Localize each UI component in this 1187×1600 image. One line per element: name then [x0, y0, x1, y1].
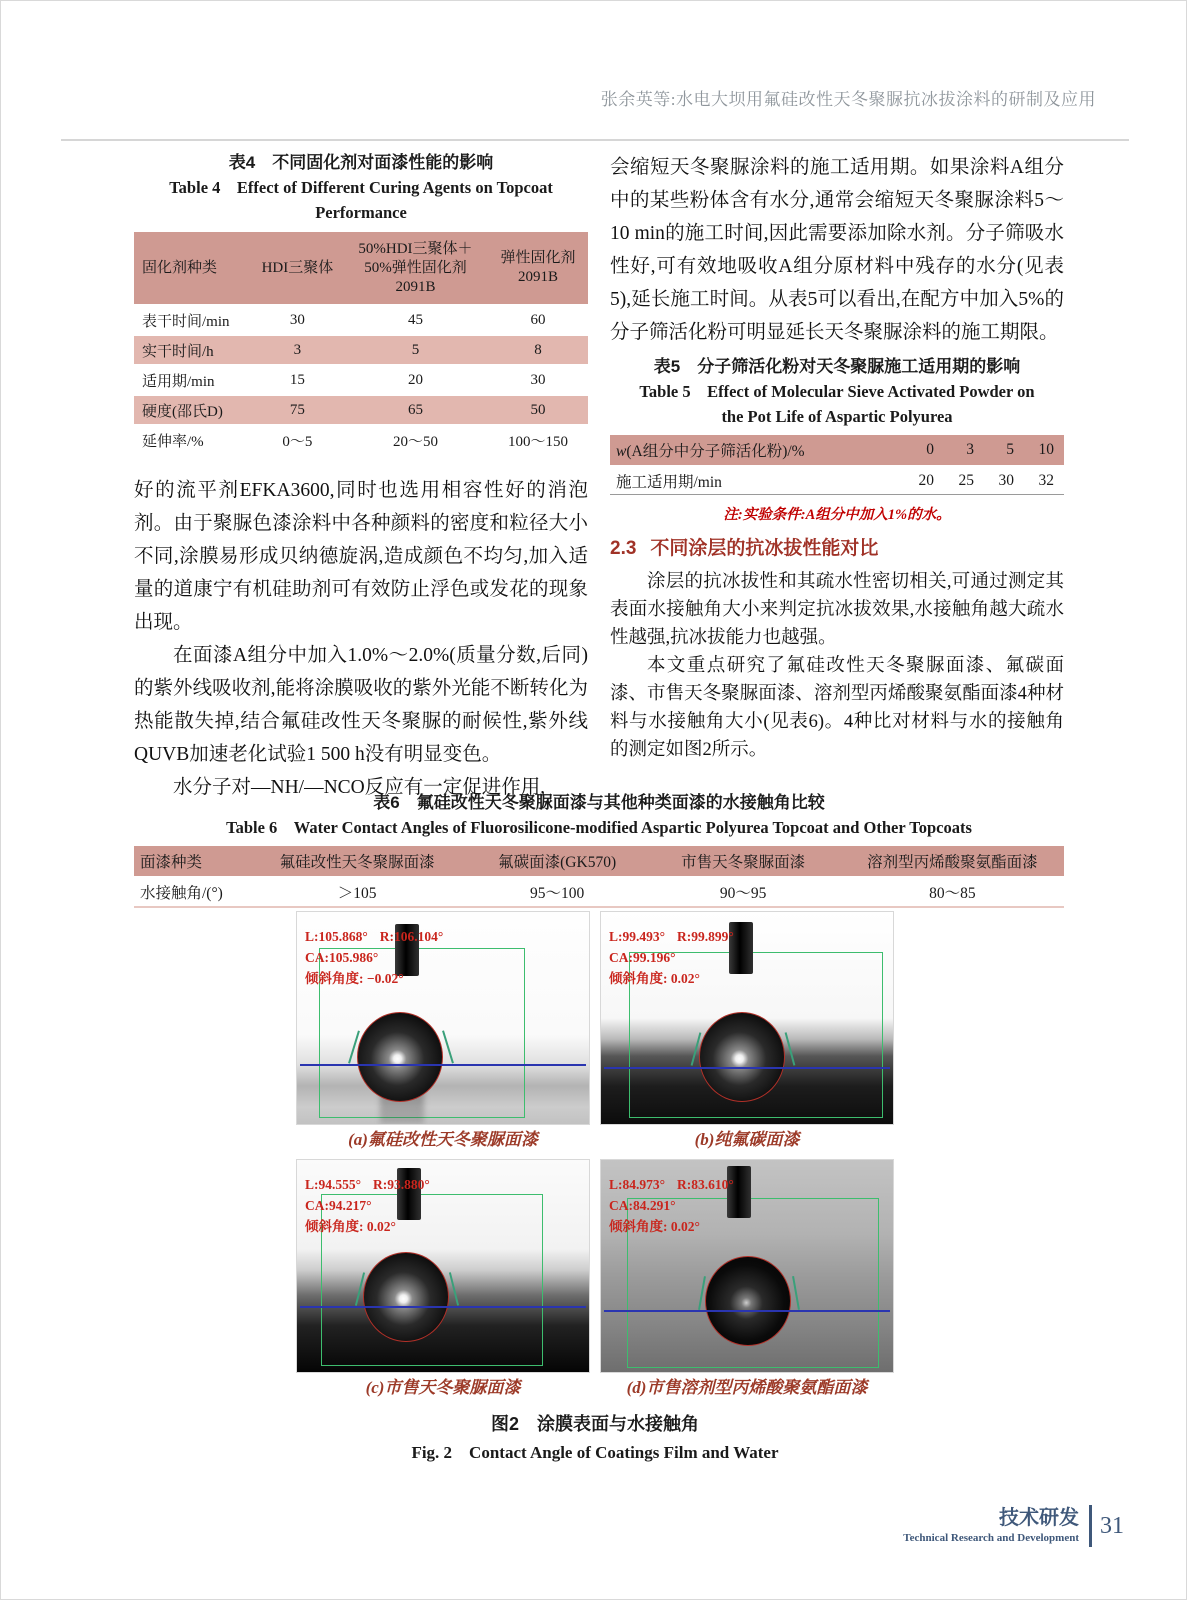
water-droplet — [363, 1252, 449, 1342]
table5 — [610, 433, 1064, 497]
table4-header-row — [134, 232, 588, 304]
contact-angle-value: CA:84.291° — [609, 1198, 676, 1213]
section-number: 2.3 — [610, 538, 637, 559]
table-cell: ＞105 — [246, 878, 469, 908]
table-cell: 5 — [343, 336, 488, 364]
subfigure-caption-c: (c)市售天冬聚脲面漆 — [365, 1378, 521, 1397]
paragraph: 水分子对—NH/—NCO反应有一定促进作用, — [173, 777, 546, 798]
contact-angle-value: CA:105.986° — [305, 950, 379, 965]
footer-divider-bar — [1089, 1505, 1092, 1547]
table-cell: 25 — [944, 467, 984, 495]
table4-title-en-line1: Table 4 Effect of Different Curing Agents on Topcoat — [169, 178, 553, 197]
table-cell: 30 — [289, 311, 305, 328]
table-cell: 3 — [944, 435, 984, 465]
table-cell: 3 — [252, 336, 343, 364]
measurement-annotation — [609, 1174, 734, 1237]
tilt-angle-value: 倾斜角度: 0.02° — [609, 971, 700, 986]
column-header: 面漆种类 — [134, 846, 246, 876]
table-cell: 20～50 — [392, 433, 438, 450]
table-cell: 硬度(邵氏D) — [134, 396, 252, 424]
table5-note: 注:实验条件:A组分中加入1%的水。 — [723, 507, 951, 523]
subfigure-caption-d: (d)市售溶剂型丙烯酸聚氨酯面漆 — [626, 1378, 868, 1397]
table5-title-en — [610, 379, 1064, 429]
table-row — [134, 426, 588, 454]
figure2-cell-a — [296, 911, 590, 1157]
right-angle-value: R:99.899° — [677, 929, 734, 944]
figure2 — [296, 911, 894, 1467]
table5-title-zh: 表5 分子筛活化粉对天冬聚脲施工适用期的影响 — [653, 357, 1021, 376]
column-header: 氟碳面漆(GK570) — [469, 846, 646, 876]
table-cell: 95～100 — [469, 878, 646, 908]
table6-block — [134, 791, 1064, 910]
table6-title-en: Table 6 Water Contact Angles of Fluorosilicone-modified Aspartic Polyurea Topcoat and Other Topcoats — [226, 818, 972, 837]
header-divider — [61, 139, 1129, 141]
table4-title-zh: 表4 不同固化剂对面漆性能的影响 — [228, 153, 494, 172]
row-header — [610, 435, 904, 465]
water-droplet — [357, 1012, 443, 1102]
left-angle-value: L:105.868° — [305, 929, 368, 944]
tilt-angle-value: 倾斜角度: 0.02° — [609, 1219, 700, 1234]
paragraph: 本文重点研究了氟硅改性天冬聚脲面漆、氟碳面漆、市售天冬聚脲面漆、溶剂型丙烯酸聚氨酯面漆4种材料与水接触角大小(见表6)。4种比对材料与水的接触角的测定如图2所示。 — [610, 656, 1064, 760]
table-row — [134, 336, 588, 364]
paragraph: 涂层的抗冰拔性和其疏水性密切相关,可通过测定其表面水接触角大小来判定抗冰拔效果,水接触角越大疏水性越强,抗冰拔能力也越强。 — [610, 572, 1064, 648]
annotation-lr — [305, 1174, 430, 1195]
table-cell: 适用期/min — [142, 373, 215, 390]
contact-angle-photo-a — [296, 911, 590, 1125]
annotation-lr — [305, 926, 443, 947]
subfigure-caption-a: (a)氟硅改性天冬聚脲面漆 — [348, 1130, 538, 1149]
table-row — [610, 467, 1064, 495]
table-cell: 30 — [984, 467, 1024, 495]
water-droplet — [705, 1256, 791, 1346]
table-row — [134, 396, 588, 424]
water-droplet — [699, 1012, 785, 1102]
table-cell: 32 — [1024, 467, 1064, 495]
table-cell: 5 — [984, 435, 1024, 465]
column-header: 溶剂型丙烯酸聚氨酯面漆 — [841, 846, 1064, 876]
table-cell: 20 — [407, 371, 423, 388]
contact-angle-photo-d — [600, 1159, 894, 1373]
table-cell: 90～95 — [645, 878, 840, 908]
row-header-text: (A组分中分子筛活化粉)/% — [626, 443, 805, 460]
row-header: 水接触角/(°) — [134, 878, 246, 908]
right-angle-value: R:93.880° — [373, 1177, 430, 1192]
paragraph: 在面漆A组分中加入1.0%～2.0%(质量分数,后同)的紫外线吸收剂,能将涂膜吸收的紫外光能不断转化为热能散失掉,结合氟硅改性天冬聚脲的耐候性,紫外线QUVB加速老化试验1 500 h没有明显变色。 — [134, 645, 588, 765]
table5-title-en-line1: Table 5 Effect of Molecular Sieve Activated Powder on — [639, 382, 1035, 401]
table-cell: 75 — [252, 396, 343, 424]
right-column — [610, 151, 1064, 804]
table-cell: 8 — [488, 336, 588, 364]
figure2-cell-b — [600, 911, 894, 1157]
footer-section-en: Technical Research and Development — [903, 1532, 1079, 1544]
table-cell: 0～5 — [282, 433, 313, 450]
contact-angle-value: CA:94.217° — [305, 1198, 372, 1213]
table-cell: 30 — [530, 371, 546, 388]
section-heading — [610, 536, 1064, 562]
row-header: 施工适用期/min — [610, 467, 904, 495]
table-cell: 60 — [530, 311, 546, 328]
contact-angle-value: CA:99.196° — [609, 950, 676, 965]
column-header: 氟硅改性天冬聚脲面漆 — [246, 846, 469, 876]
baseline-line — [300, 1064, 586, 1066]
tilt-angle-value: 倾斜角度: 0.02° — [305, 1219, 396, 1234]
table-row — [134, 878, 1064, 908]
annotation-lr — [609, 1174, 734, 1195]
symbol-w: w — [616, 443, 627, 460]
table-cell: 表干时间/min — [142, 313, 230, 330]
page-number: 31 — [1100, 1512, 1124, 1539]
measurement-annotation — [305, 926, 443, 989]
paragraph: 会缩短天冬聚脲涂料的施工适用期。如果涂料A组分中的某些粉体含有水分,通常会缩短天冬聚脲涂料5～10 min的施工时间,因此需要添加除水剂。分子筛吸水性好,可有效地吸收A组分原材料中残存的水分(见表5),延长施工时间。从表5可以看出,在配方中加入5%的分子筛活化粉可明显延长天冬聚脲涂料的施工期限。 — [610, 157, 1064, 343]
table-row — [134, 366, 588, 394]
two-column-body — [134, 151, 1064, 804]
tilt-angle-value: 倾斜角度: −0.02° — [305, 971, 404, 986]
column-header: 弹性固化剂2091B — [488, 232, 588, 304]
left-angle-value: L:99.493° — [609, 929, 666, 944]
contact-angle-photo-b — [600, 911, 894, 1125]
figure2-caption-zh: 图2 涂膜表面与水接触角 — [490, 1414, 699, 1434]
figure2-cell-c — [296, 1159, 590, 1405]
right-angle-value: R:83.610° — [677, 1177, 734, 1192]
measurement-annotation — [305, 1174, 430, 1237]
table-row — [134, 306, 588, 334]
table5-title-en-line2: the Pot Life of Aspartic Polyurea — [721, 407, 953, 426]
subfigure-caption-b: (b)纯氟碳面漆 — [694, 1130, 800, 1149]
table4-title-en-line2: Performance — [315, 203, 407, 222]
table-cell: 延伸率/% — [142, 433, 204, 450]
footer-section — [903, 1506, 1079, 1546]
left-column — [134, 151, 588, 804]
column-header: 市售天冬聚脲面漆 — [645, 846, 840, 876]
table-cell: 实干时间/h — [134, 336, 252, 364]
measurement-annotation — [609, 926, 734, 989]
table-cell: 20 — [904, 467, 944, 495]
left-angle-value: L:94.555° — [305, 1177, 362, 1192]
annotation-lr — [609, 926, 734, 947]
table-cell: 10 — [1024, 435, 1064, 465]
table4-title-en — [134, 175, 588, 225]
left-angle-value: L:84.973° — [609, 1177, 666, 1192]
table5-header-row — [610, 435, 1064, 465]
footer-section-zh: 技术研发 — [999, 1507, 1079, 1529]
table4 — [134, 230, 588, 456]
section-title: 不同涂层的抗冰拔性能对比 — [650, 538, 879, 559]
figure2-grid — [296, 911, 894, 1405]
table-cell: 0 — [904, 435, 944, 465]
baseline-line — [300, 1306, 586, 1308]
column-header: 50%HDI三聚体＋50%弹性固化剂2091B — [343, 232, 488, 304]
contact-angle-photo-c — [296, 1159, 590, 1373]
figure2-cell-d — [600, 1159, 894, 1405]
page-footer — [903, 1505, 1124, 1547]
table-cell: 15 — [289, 371, 305, 388]
table-cell: 65 — [343, 396, 488, 424]
figure2-caption-en: Fig. 2 Contact Angle of Coatings Film and Water — [411, 1443, 779, 1462]
column-header: HDI三聚体 — [252, 232, 343, 304]
table6-title-zh: 表6 氟硅改性天冬聚脲面漆与其他种类面漆的水接触角比较 — [373, 793, 825, 812]
baseline-line — [604, 1310, 890, 1312]
table-cell: 80～85 — [841, 878, 1064, 908]
table6-header-row — [134, 846, 1064, 876]
running-head: 张余英等:水电大坝用氟硅改性天冬聚脲抗冰拔涂料的研制及应用 — [600, 90, 1096, 109]
baseline-line — [604, 1067, 890, 1069]
right-angle-value: R:106.104° — [379, 929, 444, 944]
paragraph: 好的流平剂EFKA3600,同时也选用相容性好的消泡剂。由于聚脲色漆涂料中各种颜料的密度和粒径大小不同,涂膜易形成贝纳德旋涡,造成颜色不均匀,加入适量的道康宁有机硅助剂可有效防止浮色或发花的现象出现。 — [134, 480, 588, 633]
table-cell: 50 — [488, 396, 588, 424]
table-cell: 100～150 — [508, 433, 569, 450]
table-cell: 45 — [407, 311, 423, 328]
column-header: 固化剂种类 — [134, 232, 252, 304]
table6 — [134, 844, 1064, 910]
